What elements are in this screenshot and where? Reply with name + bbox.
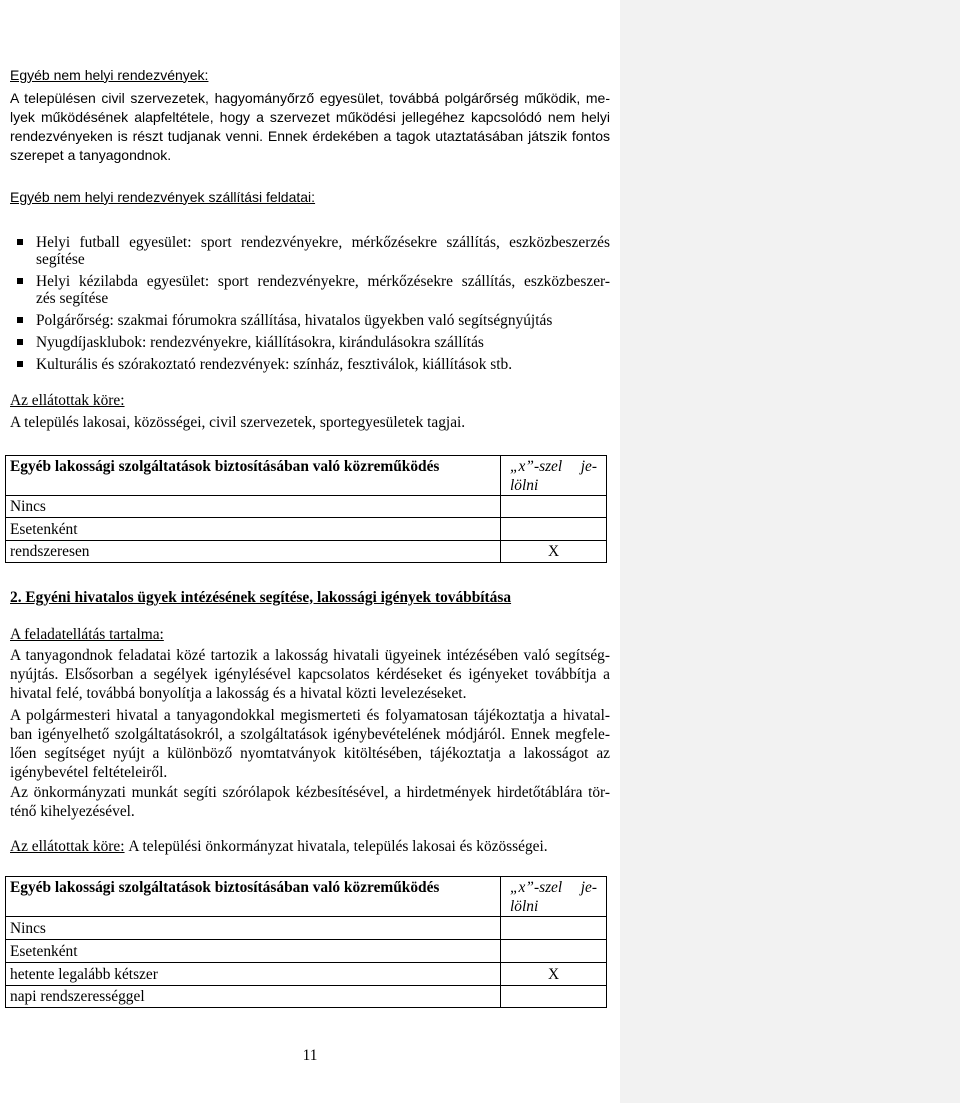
transport-tasks-list <box>10 234 610 378</box>
recipients-text: A települési önkormányzat hivatala, település lakosai és közösségei. <box>128 837 548 855</box>
table-header-cell: Egyéb lakossági szolgáltatások biztosításában való közreműködés <box>6 877 501 917</box>
frequency-mark-cell: X <box>501 963 607 986</box>
recipients-text: A település lakosai, közösségei, civil szervezetek, sportegyesületek tagjai. <box>10 413 466 431</box>
paragraph-line: igénybevétel feltételeiről. <box>10 763 168 781</box>
mark-header-line: lölni <box>510 898 539 915</box>
mark-column-header <box>501 877 607 917</box>
list-item-line: Nyugdíjasklubok: rendezvényekre, kiállításokra, kirándulásokra szállítás <box>36 333 484 351</box>
frequency-mark-cell <box>501 518 607 541</box>
paragraph-line: Az önkormányzati munkát segíti szórólapok kézbesítésével, a hirdetmények hirdetőtáblára tör- <box>10 783 610 801</box>
frequency-mark-cell <box>501 496 607 518</box>
paragraph-line: szerepet a tanyagondnok. <box>10 146 172 163</box>
frequency-mark-cell: X <box>501 541 607 563</box>
list-item-line: Helyi kézilabda egyesület: sport rendezvényekre, mérkőzésekre szállítás, eszközbeszer- <box>36 272 610 290</box>
intro-paragraph <box>10 89 610 165</box>
square-bullet-icon <box>17 361 23 367</box>
list-item <box>10 234 610 268</box>
section-heading-non-local-events: Egyéb nem helyi rendezvények: <box>10 66 209 83</box>
frequency-option-label: Nincs <box>6 496 501 518</box>
frequency-option-label: Esetenként <box>6 518 501 541</box>
frequency-option-label: Esetenként <box>6 940 501 963</box>
list-item <box>10 356 610 373</box>
mark-header-line: „x”-szel je- <box>510 458 597 475</box>
paragraph-line: rendezvényeken is részt tudjanak venni. Ennek érdekében a tagok utaztatásában játszik fontos <box>10 127 610 144</box>
recipients-line <box>10 837 610 856</box>
paragraph-line: lően segítséget nyújt a különböző nyomtatványok kitöltésében, tájékoztatja a lakosságot az <box>10 744 610 762</box>
paragraph-line: lyek működésének alapfeltétele, hogy a szervezet működési jellegéhez kapcsolódó nem helyi <box>10 108 610 125</box>
frequency-mark-cell <box>501 940 607 963</box>
list-item <box>10 334 610 351</box>
paragraph-line: A településen civil szervezetek, hagyományőrző egyesület, továbbá polgárőrség működik, me- <box>10 89 610 106</box>
list-item <box>10 312 610 329</box>
content-label: A feladatellátás tartalma: <box>10 625 164 643</box>
paragraph-line: hivatal felé, továbbá bonyolítja a lakosság és a hivatal közti levelezéseket. <box>10 684 467 702</box>
frequency-option-label: napi rendszerességgel <box>6 986 501 1008</box>
list-item-line: Polgárőrség: szakmai fórumokra szállítása, hivatalos ügyekben való segítségnyújtás <box>36 311 553 329</box>
square-bullet-icon <box>17 278 23 284</box>
list-item-line: segítése <box>36 250 85 268</box>
body-paragraph <box>10 706 610 782</box>
frequency-table-1 <box>5 455 607 563</box>
page-number: 11 <box>302 1046 318 1064</box>
frequency-mark-cell <box>501 917 607 940</box>
body-paragraph <box>10 783 610 821</box>
body-paragraph <box>10 646 610 703</box>
paragraph-line: nyújtás. Elsősorban a segélyek igénylésével kapcsolatos kérdéseket és igényeket továbbítja a <box>10 665 610 683</box>
paragraph-line: ban igényelhető szolgáltatásokról, a szolgáltatások igénybevételének módjáról. Ennek megfele- <box>10 725 610 743</box>
list-item-line: Kulturális és szórakoztató rendezvények: színház, fesztiválok, kiállítások stb. <box>36 355 513 373</box>
frequency-table-2 <box>5 876 607 1008</box>
frequency-option-label: hetente legalább kétszer <box>6 963 501 986</box>
recipients-label: Az ellátottak köre: <box>10 837 125 855</box>
frequency-option-label: rendszeresen <box>6 541 501 563</box>
list-item-line: zés segítése <box>36 289 109 307</box>
list-item <box>10 273 610 307</box>
paragraph-line: A polgármesteri hivatal a tanyagondokkal megismerteti és folyamatosan tájékoztatja a hivatal- <box>10 706 610 724</box>
square-bullet-icon <box>17 317 23 323</box>
mark-header-line: lölni <box>510 477 539 494</box>
section-heading-transport-tasks: Egyéb nem helyi rendezvények szállítási feldatai: <box>10 188 316 205</box>
comment-margin-panel <box>620 0 960 1103</box>
section-title: 2. Egyéni hivatalos ügyek intézésének segítése, lakossági igények továbbítása <box>10 588 512 606</box>
paragraph-line: ténő kihelyezésével. <box>10 802 135 820</box>
list-item-line: Helyi futball egyesület: sport rendezvényekre, mérkőzésekre szállítás, eszközbeszerzés <box>36 233 610 251</box>
table-header-cell: Egyéb lakossági szolgáltatások biztosításában való közreműködés <box>6 456 501 496</box>
frequency-mark-cell <box>501 986 607 1008</box>
mark-column-header <box>501 456 607 496</box>
frequency-option-label: Nincs <box>6 917 501 940</box>
mark-header-line: „x”-szel je- <box>510 879 597 896</box>
paragraph-line: A tanyagondnok feladatai közé tartozik a lakosság hivatali ügyeinek intézésében való segítség- <box>10 646 610 664</box>
recipients-label: Az ellátottak köre: <box>10 391 125 409</box>
square-bullet-icon <box>17 339 23 345</box>
square-bullet-icon <box>17 239 23 245</box>
